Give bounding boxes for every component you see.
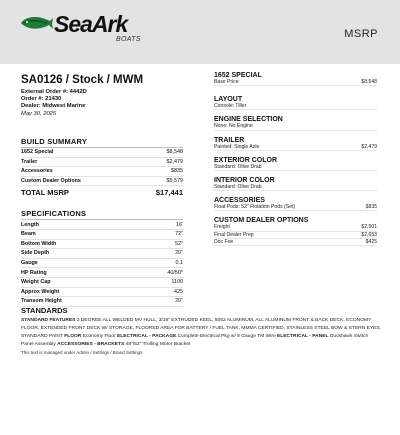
build-summary-row: [21, 148, 183, 158]
build-summary-value: $835: [171, 168, 183, 175]
custom-option-row: [214, 239, 377, 246]
right-column: [214, 72, 377, 246]
layout-heading: LAYOUT: [214, 96, 243, 104]
standards-key: ELECTRICAL - PANEL: [277, 334, 329, 339]
brand-subtitle: BOATS: [116, 36, 141, 43]
total-msrp-label: TOTAL MSRP: [21, 188, 69, 198]
standards-value: Economy Floor: [81, 334, 117, 339]
custom-option-row: [214, 232, 377, 239]
spec-label: Beam: [21, 231, 36, 238]
custom-option-value: $425: [365, 238, 377, 245]
spec-value: 0.1: [175, 259, 183, 266]
trailer-value: $2,479: [361, 143, 377, 150]
spec-row: [21, 240, 183, 250]
exterior-color-heading: EXTERIOR COLOR: [214, 156, 278, 164]
spec-label: Gauge: [21, 259, 38, 266]
external-order-number: External Order #: 4442D: [21, 89, 87, 95]
standards-value: 48"/52" Trolling Motor Bracket: [124, 342, 191, 347]
build-summary-row: [21, 177, 183, 187]
accessories-heading: ACCESSORIES: [214, 197, 265, 205]
engine-heading: ENGINE SELECTION: [214, 116, 283, 124]
build-summary-value: $2,479: [166, 158, 183, 165]
build-summary: [21, 137, 183, 197]
quote-meta: [21, 89, 183, 118]
seaark-logo: [20, 10, 160, 42]
custom-option-label: Doc Fee: [214, 238, 234, 245]
spec-row: [21, 220, 183, 230]
engine-label: None: No Engine: [214, 123, 253, 130]
build-summary-row: [21, 158, 183, 168]
accessories-row: [214, 204, 377, 211]
model-label: Base Price: [214, 79, 239, 85]
model-row: [214, 79, 377, 86]
standards-key: ELECTRICAL - PACKAGE: [116, 334, 177, 339]
fish-logo-icon: [20, 14, 54, 32]
specifications: [21, 209, 183, 306]
standards-value: Complete Electrical Pkg w/ 8 Gauge TM Wire: [176, 334, 278, 339]
standards-value: 3 DEGREE ALL WELDED MV HULL, 3/16" EXTRUDED KEEL, 5052 ALUMINUM, ALL ALUMINUM FRONT & BACK DECK, ECONOMY FLOOR, EXTENDED FRONT DECK W/ STORAGE, FLOORED AREA FOR BATTERY / FUEL TANK, MMMA CERTIFIED, STAINLESS STEEL BOW & STERN EYES, STANDARD PAINT: [21, 318, 381, 339]
spec-label: Side Depth: [21, 250, 50, 257]
standards-heading: STANDARDS: [21, 306, 68, 315]
left-column: [21, 72, 183, 307]
trailer-label: Painted: Single Axle: [214, 143, 260, 150]
spec-value: 20": [175, 298, 183, 305]
page-header: [0, 0, 400, 64]
spec-value: 1100: [171, 279, 183, 286]
standards-key: ACCESSORIES - BRACKETS: [57, 342, 125, 347]
total-msrp-row: [21, 186, 183, 197]
accessories-value: $835: [365, 204, 377, 211]
spec-label: Length: [21, 221, 39, 228]
engine-row: [214, 123, 377, 130]
build-summary-value: $5,579: [166, 177, 183, 184]
layout-row: [214, 103, 377, 110]
quote-date: May 30, 2025: [21, 111, 57, 117]
standards-note: This text is managed under Admin / Settings / Brand Settings: [21, 350, 143, 355]
interior-color-row: [214, 184, 377, 191]
model-value: $8,548: [361, 79, 377, 85]
spec-label: Bottom Width: [21, 240, 57, 247]
standards-text: [21, 317, 381, 349]
spec-label: HP Rating: [21, 269, 47, 276]
quote-title: SA0126 / Stock / MWM: [21, 74, 144, 86]
build-summary-label: 1652 Special: [21, 149, 54, 156]
custom-dealer-options-heading: CUSTOM DEALER OPTIONS: [214, 217, 309, 225]
spec-value: 425: [174, 288, 183, 295]
custom-option-value: $2,653: [361, 231, 377, 238]
build-summary-row: [21, 167, 183, 177]
spec-row: [21, 268, 183, 278]
interior-color-heading: INTERIOR COLOR: [214, 177, 275, 185]
spec-value: 40/50*: [167, 269, 183, 276]
spec-label: Approx Weight: [21, 288, 60, 295]
layout-label: Console: Tiller: [214, 103, 247, 110]
dealer-name: Dealer: Midwest Marine: [21, 103, 86, 109]
specifications-heading: SPECIFICATIONS: [21, 209, 183, 220]
order-number: Order #: 21430: [21, 96, 62, 102]
exterior-color-row: [214, 164, 377, 171]
build-summary-heading: BUILD SUMMARY: [21, 137, 183, 148]
standards-section: [21, 306, 381, 355]
accessories-label: Float Pods: 52" Flotation Pods (Set): [214, 204, 296, 211]
interior-color-label: Standard: Olive Drab: [214, 184, 262, 191]
build-summary-label: Accessories: [21, 168, 53, 175]
spec-label: Weight Cap: [21, 279, 51, 286]
custom-option-label: Final Dealer Prep: [214, 231, 254, 238]
standards-key: FLOOR: [64, 334, 82, 339]
spec-row: [21, 249, 183, 259]
spec-value: 16': [175, 221, 183, 228]
custom-option-row: [214, 224, 377, 231]
spec-label: Transom Height: [21, 298, 62, 305]
total-msrp-value: $17,441: [155, 188, 183, 198]
build-summary-label: Trailer: [21, 158, 38, 165]
standards-key: STANDARD FEATURES: [21, 318, 76, 323]
standards-value: Duckhawk Switch Panel Assembly: [21, 334, 369, 347]
spec-value: 72": [175, 231, 183, 238]
build-summary-value: $8,548: [166, 149, 183, 156]
trailer-heading: TRAILER: [214, 136, 245, 144]
build-summary-label: Custom Dealer Options: [21, 177, 81, 184]
spec-row: [21, 230, 183, 240]
spec-row: [21, 259, 183, 269]
custom-option-value: $2,501: [361, 224, 377, 231]
trailer-row: [214, 144, 377, 151]
exterior-color-label: Standard: Olive Drab: [214, 163, 262, 170]
brand-name: SeaArk: [54, 11, 128, 37]
spec-value: 20": [175, 250, 183, 257]
custom-option-label: Freight: [214, 224, 230, 231]
model-heading: 1652 SPECIAL: [214, 72, 262, 79]
spec-row: [21, 278, 183, 288]
spec-value: 52": [175, 240, 183, 247]
spec-row: [21, 288, 183, 298]
msrp-label: MSRP: [344, 28, 378, 40]
